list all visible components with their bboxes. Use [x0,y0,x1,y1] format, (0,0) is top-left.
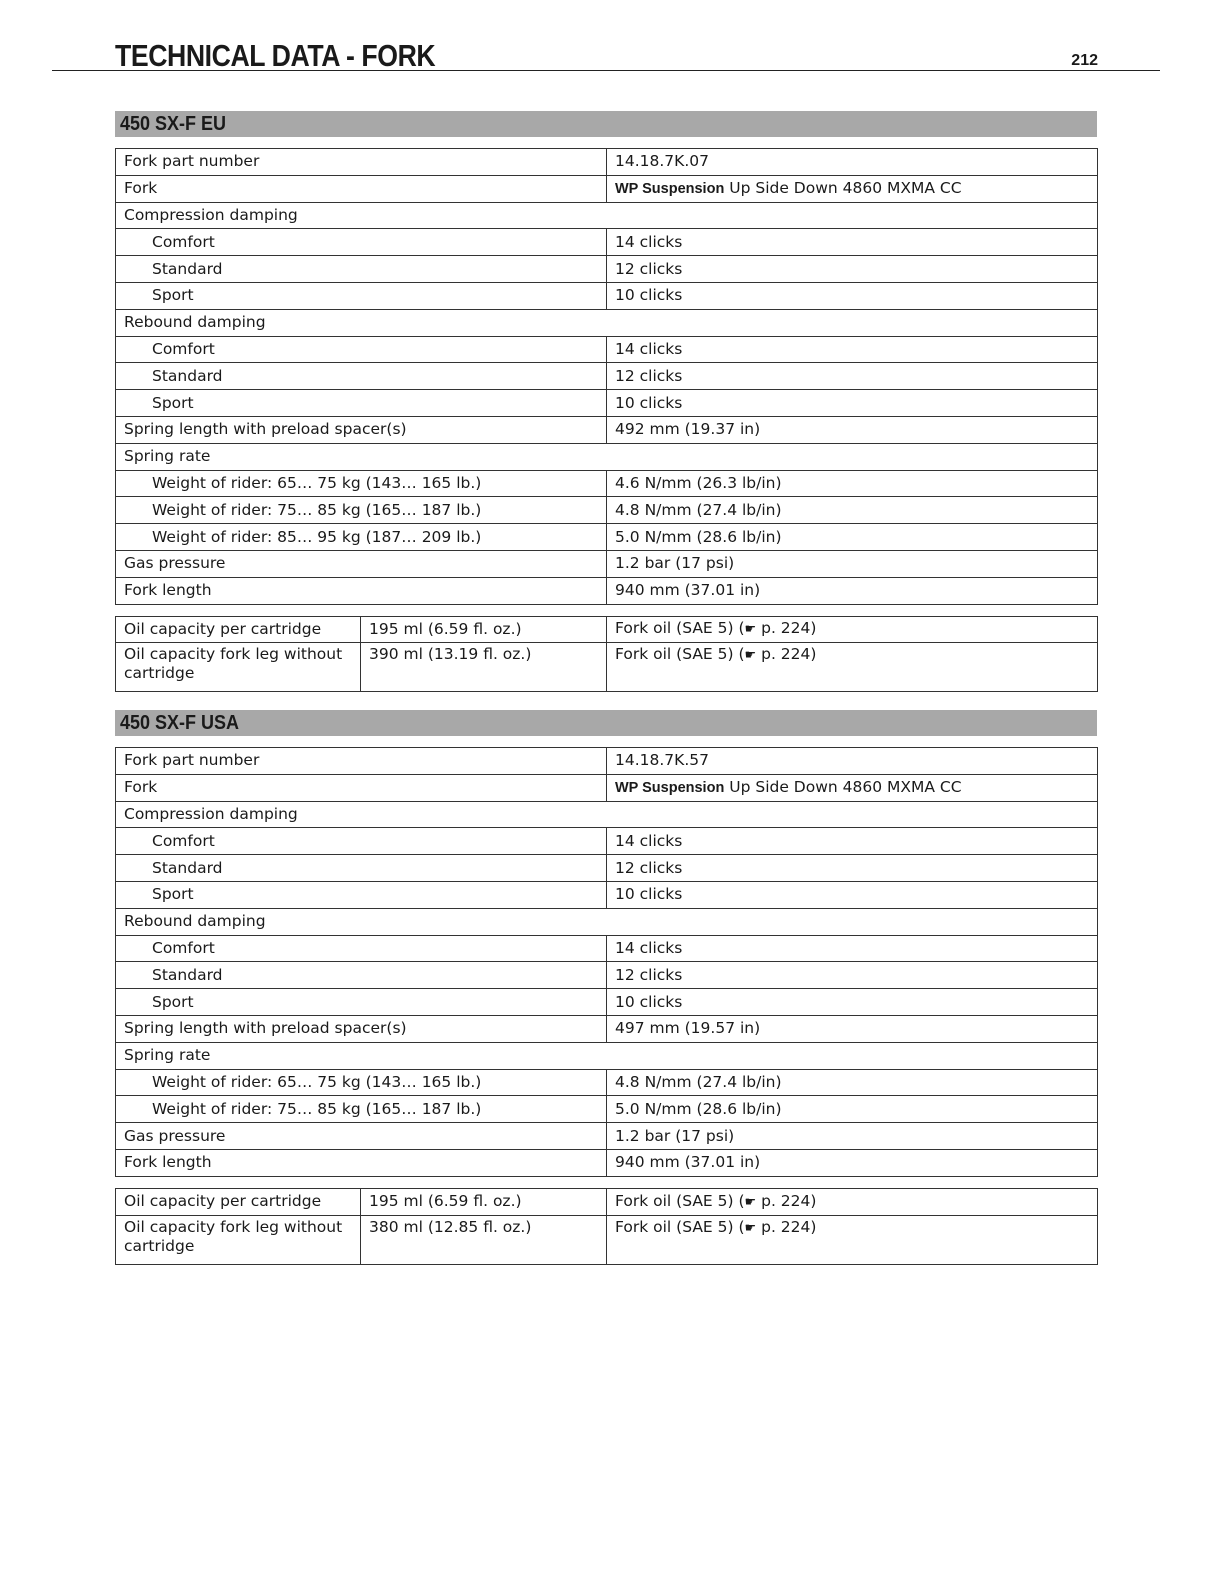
row-value: 492 mm (19.37 in) [607,416,1098,443]
brand-name: WP Suspension [615,779,725,796]
row-label: Fork part number [116,748,607,775]
table-row [116,801,1098,828]
pointing-hand-icon: ☛ [744,1220,757,1236]
oil-label: Oil capacity per cartridge [116,616,361,643]
row-value: 4.8 N/mm (27.4 lb/in) [607,497,1098,524]
row-label: Fork part number [116,149,607,176]
section-title: 450 SX-F USA [115,710,1097,736]
oil-capacity-table [115,1188,1098,1265]
row-label: Weight of rider: 65… 75 kg (143… 165 lb.) [116,470,607,497]
pointing-hand-icon: ☛ [744,1194,757,1210]
row-value: 12 clicks [607,962,1098,989]
page-reference-link[interactable]: p. 224) [756,1191,817,1210]
row-label: Fork length [116,577,607,604]
group-label: Rebound damping [116,908,1098,935]
table-row [116,828,1098,855]
page-header [52,36,1160,71]
table-row [116,748,1098,775]
row-value: 1.2 bar (17 psi) [607,1123,1098,1150]
group-label: Compression damping [116,801,1098,828]
table-row [116,1042,1098,1069]
row-value: WP Suspension Up Side Down 4860 MXMA CC [607,774,1098,801]
section-usa [115,710,1097,1265]
table-row [116,309,1098,336]
page-reference-link[interactable]: p. 224) [756,619,817,638]
row-label: Weight of rider: 65… 75 kg (143… 165 lb.) [116,1069,607,1096]
table-row [116,524,1098,551]
row-value: 14 clicks [607,828,1098,855]
row-value: 14.18.7K.57 [607,748,1098,775]
table-row [116,390,1098,417]
row-label: Sport [116,989,607,1016]
row-value: 12 clicks [607,363,1098,390]
row-label: Weight of rider: 75… 85 kg (165… 187 lb.) [116,1096,607,1123]
oil-label: Oil capacity fork leg without cartridge [116,1215,361,1264]
oil-amount: 195 ml (6.59 fl. oz.) [361,616,607,643]
row-label: Comfort [116,828,607,855]
table-row [116,149,1098,176]
row-value: 5.0 N/mm (28.6 lb/in) [607,524,1098,551]
oil-amount: 390 ml (13.19 fl. oz.) [361,643,607,692]
table-row [116,989,1098,1016]
row-value: WP Suspension Up Side Down 4860 MXMA CC [607,175,1098,202]
brand-name: WP Suspension [615,180,725,197]
table-row [116,1123,1098,1150]
row-value: 14 clicks [607,336,1098,363]
row-value: 14.18.7K.07 [607,149,1098,176]
table-row [116,616,1098,643]
row-value: 940 mm (37.01 in) [607,1149,1098,1176]
oil-label: Oil capacity per cartridge [116,1188,361,1215]
table-row [116,282,1098,309]
table-row [116,774,1098,801]
group-label: Compression damping [116,202,1098,229]
oil-amount: 195 ml (6.59 fl. oz.) [361,1188,607,1215]
table-row [116,470,1098,497]
page-title: TECHNICAL DATA - FORK [115,38,436,73]
row-label: Gas pressure [116,1123,607,1150]
row-label: Gas pressure [116,550,607,577]
group-label: Spring rate [116,443,1098,470]
table-row [116,881,1098,908]
row-label: Comfort [116,229,607,256]
row-value: 5.0 N/mm (28.6 lb/in) [607,1096,1098,1123]
table-row [116,175,1098,202]
row-label: Fork [116,175,607,202]
row-label: Sport [116,282,607,309]
table-row [116,1096,1098,1123]
oil-label: Oil capacity fork leg without cartridge [116,643,361,692]
page-number: 212 [1071,52,1098,69]
section-title: 450 SX-F EU [115,111,1097,137]
row-value: 10 clicks [607,282,1098,309]
table-row [116,1149,1098,1176]
table-row [116,577,1098,604]
group-label: Rebound damping [116,309,1098,336]
table-row [116,416,1098,443]
table-row [116,336,1098,363]
table-row [116,1215,1098,1264]
spec-table [115,148,1098,605]
row-label: Comfort [116,336,607,363]
oil-type: Fork oil (SAE 5) (☛ p. 224) [607,1215,1098,1264]
row-label: Fork length [116,1149,607,1176]
pointing-hand-icon: ☛ [744,622,757,638]
row-value: 940 mm (37.01 in) [607,577,1098,604]
oil-type: Fork oil (SAE 5) (☛ p. 224) [607,643,1098,692]
row-value: 14 clicks [607,229,1098,256]
table-row [116,202,1098,229]
row-label: Weight of rider: 75… 85 kg (165… 187 lb.) [116,497,607,524]
page-reference-link[interactable]: p. 224) [756,1217,817,1236]
row-label: Fork [116,774,607,801]
oil-type: Fork oil (SAE 5) (☛ p. 224) [607,616,1098,643]
table-row [116,1188,1098,1215]
oil-type: Fork oil (SAE 5) (☛ p. 224) [607,1188,1098,1215]
table-row [116,643,1098,692]
row-label: Standard [116,363,607,390]
table-row [116,443,1098,470]
table-row [116,363,1098,390]
row-value: 4.6 N/mm (26.3 lb/in) [607,470,1098,497]
table-row [116,1015,1098,1042]
row-value: 10 clicks [607,989,1098,1016]
oil-capacity-table [115,616,1098,693]
row-label: Weight of rider: 85… 95 kg (187… 209 lb.) [116,524,607,551]
table-row [116,935,1098,962]
row-value: 10 clicks [607,881,1098,908]
row-label: Spring length with preload spacer(s) [116,416,607,443]
table-row [116,256,1098,283]
table-row [116,908,1098,935]
row-label: Standard [116,256,607,283]
table-row [116,497,1098,524]
row-label: Sport [116,390,607,417]
row-value: 1.2 bar (17 psi) [607,550,1098,577]
row-value: 10 clicks [607,390,1098,417]
group-label: Spring rate [116,1042,1098,1069]
table-row [116,1069,1098,1096]
table-row [116,962,1098,989]
spec-table [115,747,1098,1177]
row-value: 497 mm (19.57 in) [607,1015,1098,1042]
row-label: Standard [116,855,607,882]
row-value: 14 clicks [607,935,1098,962]
row-label: Spring length with preload spacer(s) [116,1015,607,1042]
table-row [116,229,1098,256]
page-reference-link[interactable]: p. 224) [756,645,817,664]
oil-amount: 380 ml (12.85 fl. oz.) [361,1215,607,1264]
row-label: Sport [116,881,607,908]
row-value: 4.8 N/mm (27.4 lb/in) [607,1069,1098,1096]
table-row [116,550,1098,577]
row-label: Standard [116,962,607,989]
table-row [116,855,1098,882]
section-eu [115,111,1097,692]
row-label: Comfort [116,935,607,962]
row-value: 12 clicks [607,256,1098,283]
pointing-hand-icon: ☛ [744,648,757,664]
row-value: 12 clicks [607,855,1098,882]
